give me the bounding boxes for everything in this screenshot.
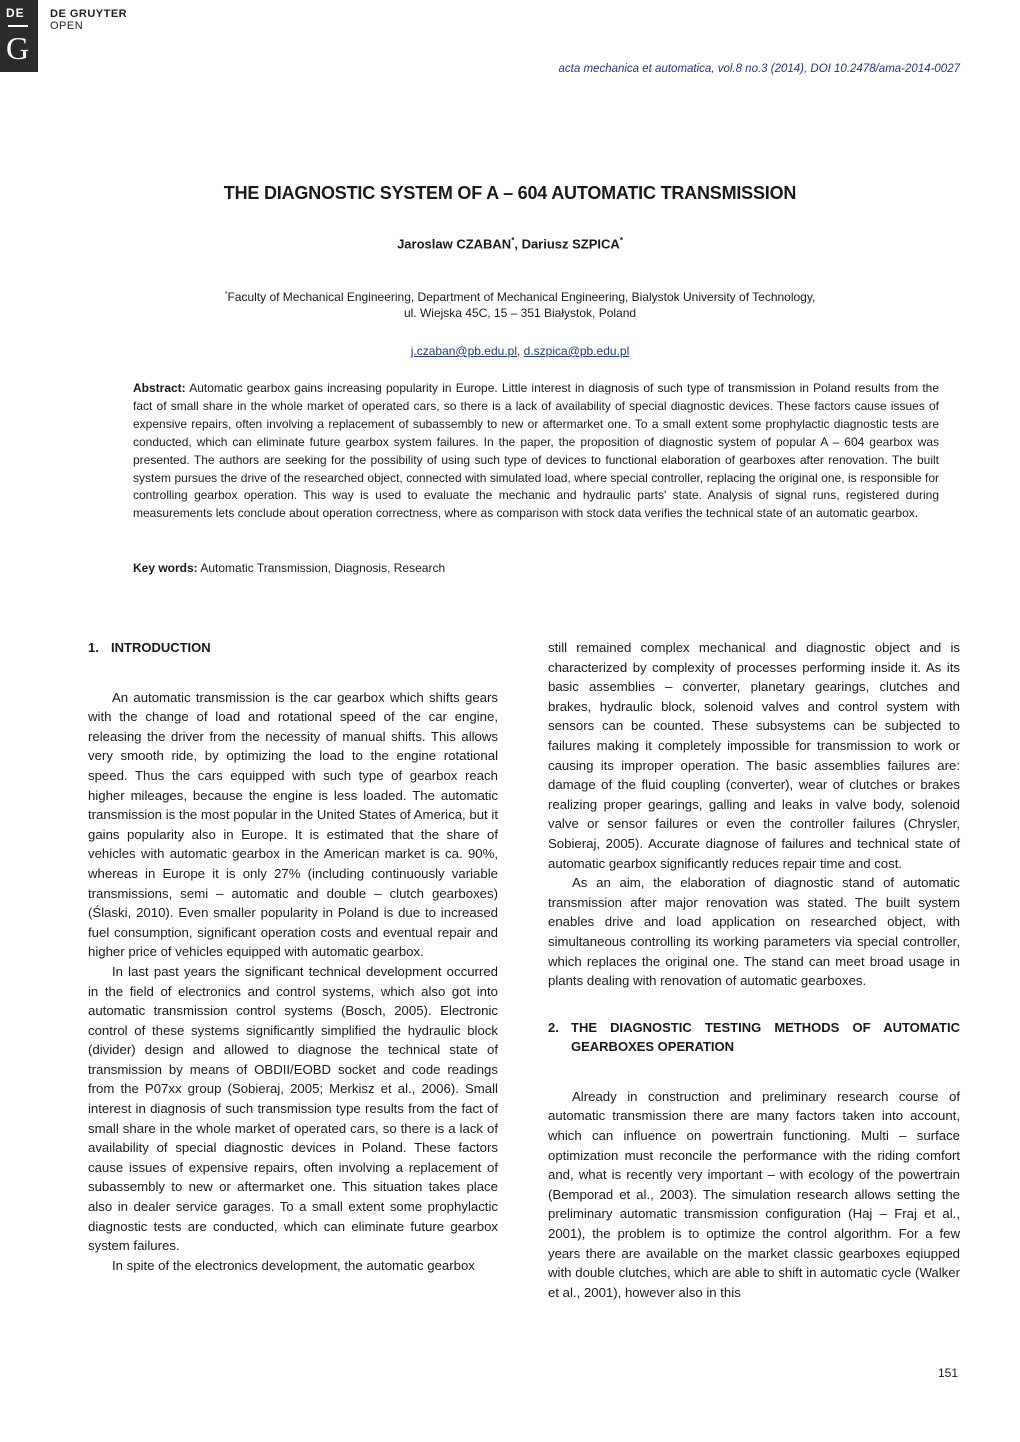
section-2-heading bbox=[548, 1018, 960, 1057]
publisher-logo bbox=[0, 0, 38, 72]
email-link-1[interactable]: j.czaban@pb.edu.pl bbox=[410, 344, 517, 358]
abstract-text: Automatic gearbox gains increasing popularity in Europe. Little interest in diagnosis of such type of transmission in Poland results from the fact of small share in the whole market of operated cars, so there is a lack of availability of special diagnostic devices. These factors cause issues of expensive repairs, often involving a replacement of subassembly to new or aftermarket one. To a small extent some prophylactic diagnostic tests are conducted, which can eliminate future gearbox system failures. In the paper, the proposition of diagnostic system of popular A – 604 gearbox was presented. The authors are seeking for the possibility of using such type of devices to functional elaboration of gearboxes after renovation. The built system pursues the drive of the researched object, connected with simulated load, where special controller, replacing the original one, is responsible for controlling gearbox operation. This way is used to evaluate the mechanic and hydraulic parts' state. Analysis of signal runs, registered during measurements lets conclude about operation correctness, where as comparison with stock data verifies the technical state of an automatic gearbox. bbox=[133, 381, 939, 521]
paragraph: An automatic transmission is the car gearbox which shifts gears with the change of load and rotational speed of the car engine, releasing the driver from the necessity of manual shifts. This allows very smooth ride, by optimizing the load to the engine rotational speed. Thus the cars equipped with such type of gearbox reach higher mileages, because the engine is less loaded. The automatic transmission is the most popular in the United States of America, but it gains popularity also in Europe. It is estimated that the share of vehicles with automatic gearbox in the American market is ca. 90%, whereas in Europe it is only 27% (including continuously variable transmissions, semi – automatic and double – clutch gearboxes) (Ślaski, 2010). Even smaller popularity in Poland is due to increased fuel consumption, significant operation costs and eventual repair and higher price of vehicles equipped with automatic gearbox. bbox=[88, 689, 498, 960]
journal-reference[interactable]: acta mechanica et automatica, vol.8 no.3 (2014), DOI 10.2478/ama-2014-0027 bbox=[558, 63, 960, 75]
page-number: 151 bbox=[937, 1366, 958, 1380]
affiliation-line-1: Faculty of Mechanical Engineering, Department of Mechanical Engineering, Bialystok University of Technology, bbox=[227, 290, 816, 304]
logo-text-de: DE bbox=[6, 6, 25, 20]
affiliation bbox=[0, 287, 1020, 321]
author-1: Jaroslaw CZABAN bbox=[397, 236, 512, 252]
logo-divider bbox=[8, 25, 28, 27]
authors-line: Jaroslaw CZABAN*, Dariusz SZPICA* bbox=[397, 236, 623, 252]
abstract-label: Abstract: bbox=[133, 381, 186, 395]
abstract bbox=[133, 380, 939, 523]
article-title: THE DIAGNOSTIC SYSTEM OF A – 604 AUTOMATIC TRANSMISSION bbox=[223, 183, 797, 203]
section-2-title: THE DIAGNOSTIC TESTING METHODS OF AUTOMATIC GEARBOXES OPERATION bbox=[571, 1019, 960, 1055]
keywords bbox=[133, 561, 939, 575]
paragraph: Already in construction and preliminary research course of automatic transmission there are many factors taken into account, which can influence on powertrain functioning. Multi – surface optimization must reconcile the performance with the riding comfort and, what is recently very important – with ecology of the powertrain (Bemporad et al., 2003). The simulation research allows setting the preliminary automatic transmission configuration (Haj – Fraj et al., 2001), the problem is to optimize the control algorithm. For a few years there are available on the market classic gearboxes eqiupped with double clutches, which are able to shift in automatic cycle (Walker et al., 2001), however also in this bbox=[548, 1088, 960, 1300]
publisher-title: DE GRUYTER bbox=[50, 8, 128, 20]
paragraph: In last past years the significant technical development occurred in the field of electronics and control systems, which also got into automatic transmission control systems (Bosch, 2005). Electronic control of these systems significantly simplified the hydraulic block (divider) design and allowed to diagnose the technical state of transmission by means of OBDII/EOBD socket and code readings from the P07xx group (Sobieraj, 2005; Merkisz et al., 2006). Small interest in diagnosis of such transmission type results from the fact of small share in the whole market of operated cars, so there is a lack of availability of special diagnostic devices in Poland. These factors cause issues of expensive repairs, often involving a replacement of subassembly to new or aftermarket one. This situation takes place also in dealer service garages. To a small extent some prophylactic diagnostic tests are conducted, which can eliminate future gearbox system failures. bbox=[88, 963, 498, 1254]
paragraph: In spite of the electronics development, the automatic gearbox bbox=[112, 1257, 475, 1273]
section-1-heading bbox=[88, 638, 498, 658]
section-2-number: 2. bbox=[548, 1019, 559, 1035]
author-2: Dariusz SZPICA bbox=[521, 236, 620, 252]
section-1-number: 1. bbox=[88, 640, 99, 655]
left-column bbox=[88, 638, 498, 1275]
emails: j.czaban@pb.edu.pl, d.szpica@pb.edu.pl bbox=[410, 344, 630, 358]
publisher-name bbox=[50, 8, 127, 32]
affiliation-line-2: ul. Wiejska 45C, 15 – 351 Białystok, Poland bbox=[403, 306, 637, 320]
paragraph: still remained complex mechanical and diagnostic object and is characterized by complexity of processes performing inside it. As its basic assemblies – converter, planetary gearings, clutches and brakes, hydraulic block, solenoid valves and control system with sensors can be counted. These subsystems can be subjected to failures making it completely impossible for transmission to work or causing its improper operation. The basic assemblies failures are: damage of the fluid coupling (converter), wear of clutches or brakes realizing proper gearings, galling and leaks in valve body, solenoid valve or sensor failures or even the controller failures (Chrysler, Sobieraj, 2005). Accurate diagnose of failures and technical state of automatic gearbox significantly reduces repair time and cost. bbox=[548, 640, 960, 871]
logo-letter-g: G bbox=[6, 30, 30, 66]
publisher-subtitle: OPEN bbox=[50, 20, 84, 32]
paragraph: As an aim, the elaboration of diagnostic stand of automatic transmission after major renovation was stated. The built system enables drive and load application on researched object, with simultaneous controlling its working parameters via special controller, which replaces the original one. The stand can meet broad usage in plants dealing with renovation of automatic gearboxes. bbox=[548, 875, 960, 989]
right-column bbox=[548, 638, 960, 1302]
keywords-label: Key words: bbox=[133, 561, 198, 575]
keywords-text: Automatic Transmission, Diagnosis, Research bbox=[200, 561, 446, 575]
email-link-2[interactable]: d.szpica@pb.edu.pl bbox=[523, 344, 630, 358]
author-2-mark: * bbox=[619, 236, 623, 245]
affiliation-mark: * bbox=[224, 291, 228, 298]
section-1-title: INTRODUCTION bbox=[111, 640, 211, 655]
author-1-mark: * bbox=[511, 236, 515, 245]
